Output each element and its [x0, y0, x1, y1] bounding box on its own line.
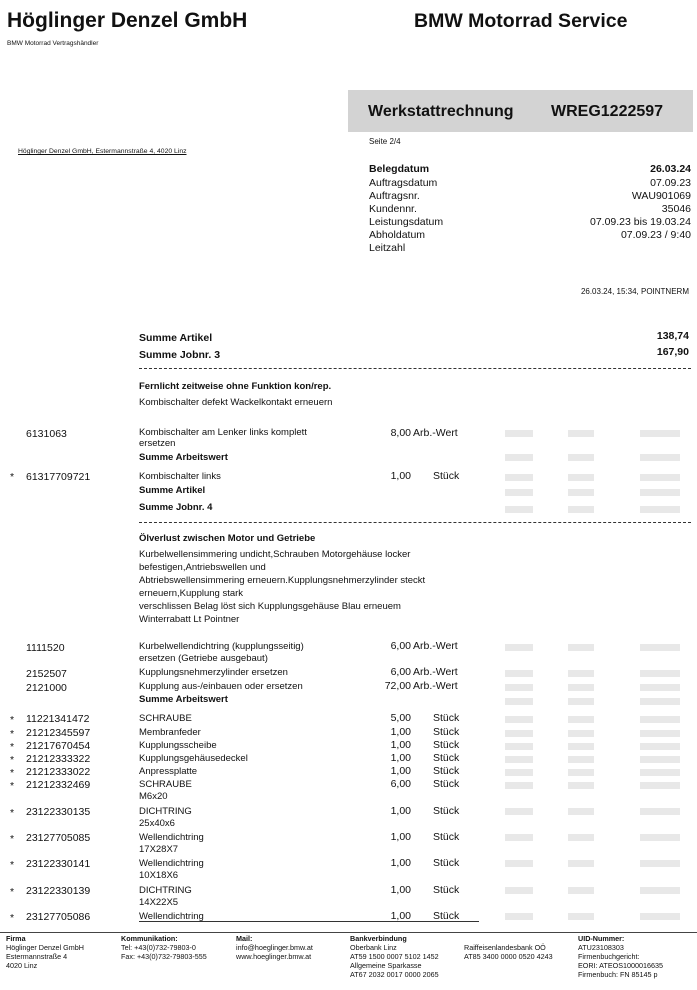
faint-amount	[568, 506, 594, 513]
line-number: 23127705086	[26, 911, 91, 923]
footer-title: Kommunikation:	[121, 934, 178, 943]
line-desc: Wellendichtring	[139, 832, 204, 843]
line-star: *	[10, 728, 15, 740]
footer-line: info@hoeglinger.bmw.at	[236, 943, 313, 952]
footer-line: Raiffeisenlandesbank OÖ	[464, 943, 546, 952]
summe-arbeitswert: Summe Arbeitswert	[139, 694, 228, 705]
faint-amount	[640, 808, 680, 815]
line-desc-2: M6x20	[139, 791, 168, 802]
footer-line: AT85 3400 0000 0520 4243	[464, 952, 553, 961]
footer-line: Oberbank Linz	[350, 943, 397, 952]
summe-job3-value: 167,90	[656, 346, 689, 358]
footer-line: Allgemeine Sparkasse	[350, 961, 422, 970]
faint-amount	[568, 743, 594, 750]
line-desc: Wellendichtring	[139, 911, 204, 922]
line-unit: Stück	[433, 752, 460, 764]
line-desc: Anpressplatte	[139, 766, 198, 777]
line-desc-2: 10X18X6	[139, 870, 179, 881]
faint-amount	[640, 698, 680, 705]
faint-amount	[640, 716, 680, 723]
job5-desc-line: Kurbelwellensimmering undicht,Schrauben Motorgehäuse locker	[139, 549, 411, 560]
footer-title: UID-Nummer:	[578, 934, 625, 943]
line-desc: Kombischalter links	[139, 471, 221, 482]
job5-desc-line: Winterrabatt Lt Pointner	[139, 614, 240, 625]
invoice-title: Werkstattrechnung	[368, 103, 514, 120]
faint-amount	[505, 698, 533, 705]
faint-amount	[568, 644, 594, 651]
faint-amount	[505, 454, 533, 461]
line-desc: Membranfeder	[139, 727, 201, 738]
meta-label: Auftragsdatum	[369, 177, 438, 189]
meta-value: 07.09.23 / 9:40	[620, 229, 691, 241]
line-star: *	[10, 859, 15, 871]
faint-amount	[640, 454, 680, 461]
line-unit: Stück	[433, 470, 460, 482]
footer-line: Fax: +43(0)732-79803-555	[121, 952, 207, 961]
line-star: *	[10, 912, 15, 924]
line-number: 2152507	[26, 668, 67, 680]
footer-line: ATU23108303	[578, 943, 624, 952]
line-desc: SCHRAUBE	[139, 779, 192, 790]
faint-amount	[568, 684, 594, 691]
line-number: 11221341472	[26, 713, 90, 725]
faint-amount	[640, 506, 680, 513]
line-unit: Arb.-Wert	[413, 640, 458, 652]
line-unit: Stück	[433, 857, 460, 869]
line-unit: Stück	[433, 739, 460, 751]
line-unit: Stück	[433, 831, 460, 843]
line-qty: 6,00	[390, 666, 411, 678]
faint-amount	[568, 834, 594, 841]
line-number: 6131063	[26, 428, 67, 440]
line-desc-2: 17X28X7	[139, 844, 179, 855]
line-unit: Stück	[433, 778, 460, 790]
line-star: *	[10, 780, 15, 792]
faint-amount	[568, 454, 594, 461]
meta-value: WAU901069	[631, 190, 691, 202]
divider	[139, 921, 479, 922]
line-star: *	[10, 741, 15, 753]
faint-amount	[505, 506, 533, 513]
page-number: Seite 2/4	[369, 137, 401, 146]
line-desc: Kurbelwellendichtring (kupplungsseitig)	[139, 641, 304, 652]
footer-title: Bankverbindung	[350, 934, 407, 943]
faint-amount	[568, 698, 594, 705]
faint-amount	[640, 756, 680, 763]
faint-amount	[568, 716, 594, 723]
job4-description: Kombischalter defekt Wackelkontakt erneuern	[139, 397, 333, 408]
line-number: 21212345597	[26, 727, 91, 739]
line-desc: Kombischalter am Lenker links komplett	[139, 427, 307, 438]
line-star: *	[10, 471, 15, 483]
line-qty: 6,00	[390, 778, 411, 790]
faint-amount	[640, 743, 680, 750]
faint-amount	[505, 756, 533, 763]
faint-amount	[640, 860, 680, 867]
faint-amount	[640, 430, 680, 437]
faint-amount	[505, 474, 533, 481]
line-desc: Kupplungsgehäusedeckel	[139, 753, 248, 764]
summe-arbeitswert: Summe Arbeitswert	[139, 452, 228, 463]
faint-amount	[505, 769, 533, 776]
faint-amount	[640, 887, 680, 894]
faint-amount	[505, 743, 533, 750]
line-number: 1111520	[26, 642, 65, 654]
faint-amount	[640, 489, 680, 496]
faint-amount	[640, 769, 680, 776]
faint-amount	[568, 808, 594, 815]
line-desc-2: ersetzen	[139, 438, 176, 449]
faint-amount	[568, 430, 594, 437]
summe-job3-label: Summe Jobnr. 3	[139, 349, 221, 361]
faint-amount	[640, 684, 680, 691]
line-unit: Stück	[433, 765, 460, 777]
line-qty: 1,00	[390, 884, 411, 896]
faint-amount	[568, 782, 594, 789]
line-desc-2: 25x40x6	[139, 818, 175, 829]
footer-divider	[0, 932, 697, 933]
line-unit: Arb.-Wert	[413, 666, 458, 678]
line-qty: 6,00	[390, 640, 411, 652]
summe-artikel-label: Summe Artikel	[139, 332, 213, 344]
line-desc-2: 14X22X5	[139, 897, 179, 908]
line-qty: 1,00	[390, 726, 411, 738]
line-unit: Stück	[433, 805, 460, 817]
sender-address: Höglinger Denzel GmbH, Estermannstraße 4, 4020 Linz	[18, 148, 187, 155]
line-desc: Wellendichtring	[139, 858, 204, 869]
divider	[139, 522, 691, 523]
line-unit: Stück	[433, 910, 460, 922]
faint-amount	[505, 670, 533, 677]
line-star: *	[10, 714, 15, 726]
line-unit: Stück	[433, 726, 460, 738]
company-name: Höglinger Denzel GmbH	[7, 9, 248, 32]
faint-amount	[505, 730, 533, 737]
faint-amount	[568, 670, 594, 677]
faint-amount	[568, 756, 594, 763]
faint-amount	[505, 684, 533, 691]
divider	[139, 368, 691, 369]
line-number: 23127705085	[26, 832, 91, 844]
job5-desc-line: verschlissen Belag löst sich Kupplungsgehäuse Blau erneuem	[139, 601, 401, 612]
faint-amount	[640, 730, 680, 737]
line-unit: Arb.-Wert	[413, 427, 458, 439]
line-unit: Stück	[433, 884, 460, 896]
line-number: 23122330141	[26, 858, 91, 870]
faint-amount	[505, 834, 533, 841]
line-desc: SCHRAUBE	[139, 713, 192, 724]
line-qty: 8,00	[390, 427, 411, 439]
job5-desc-line: Abtriebswellensimmering erneuern.Kupplungsnehmerzylinder steckt	[139, 575, 426, 586]
line-qty: 1,00	[390, 910, 411, 922]
footer-line: Firmenbuchgericht:	[578, 952, 640, 961]
meta-label: Belegdatum	[369, 163, 430, 175]
company-subtitle: BMW Motorrad Vertragshändler	[7, 40, 99, 47]
summe-artikel-value: 138,74	[656, 330, 689, 342]
faint-amount	[640, 913, 680, 920]
faint-amount	[505, 808, 533, 815]
line-number: 23122330139	[26, 885, 91, 897]
summe-job4: Summe Jobnr. 4	[139, 502, 213, 513]
line-desc: DICHTRING	[139, 885, 192, 896]
faint-amount	[505, 644, 533, 651]
footer-line: EORI: ATEOS1000016635	[578, 961, 663, 970]
meta-label: Abholdatum	[369, 229, 426, 241]
footer-line: AT67 2032 0017 0000 2065	[350, 970, 439, 979]
line-qty: 1,00	[390, 831, 411, 843]
meta-value: 07.09.23	[650, 177, 691, 189]
faint-amount	[505, 887, 533, 894]
line-qty: 1,00	[390, 857, 411, 869]
line-desc: DICHTRING	[139, 806, 192, 817]
faint-amount	[640, 782, 680, 789]
faint-amount	[505, 489, 533, 496]
faint-amount	[568, 489, 594, 496]
faint-amount	[640, 834, 680, 841]
line-qty: 1,00	[390, 805, 411, 817]
line-number: 21212333022	[26, 766, 91, 778]
line-desc-2: ersetzen (Getriebe ausgebaut)	[139, 653, 268, 664]
line-qty: 1,00	[390, 739, 411, 751]
faint-amount	[568, 887, 594, 894]
faint-amount	[505, 913, 533, 920]
meta-label: Leitzahl	[369, 242, 406, 254]
faint-amount	[640, 474, 680, 481]
faint-amount	[568, 860, 594, 867]
footer-title: Mail:	[236, 934, 253, 943]
line-unit: Stück	[433, 712, 460, 724]
line-unit: Arb.-Wert	[413, 680, 458, 692]
meta-label: Auftragsnr.	[369, 190, 420, 202]
print-timestamp: 26.03.24, 15:34, POINTNERM	[580, 287, 689, 296]
line-number: 21212333322	[26, 753, 91, 765]
line-number: 2121000	[26, 682, 67, 694]
footer-line: www.hoeglinger.bmw.at	[236, 952, 312, 961]
footer-title: Firma	[6, 934, 26, 943]
footer-line: Estermannstraße 4	[6, 952, 68, 961]
meta-value: 35046	[661, 203, 691, 215]
faint-amount	[568, 474, 594, 481]
line-desc: Kupplung aus-/einbauen oder ersetzen	[139, 681, 303, 692]
line-qty: 72,00	[384, 680, 411, 692]
meta-label: Kundennr.	[369, 203, 417, 215]
line-star: *	[10, 767, 15, 779]
faint-amount	[640, 670, 680, 677]
line-star: *	[10, 754, 15, 766]
job5-desc-line: befestigen,Antriebswellen und	[139, 562, 266, 573]
summe-artikel: Summe Artikel	[139, 485, 206, 496]
line-star: *	[10, 807, 15, 819]
job4-title: Fernlicht zeitweise ohne Funktion kon/rep.	[139, 381, 332, 392]
footer-line: 4020 Linz	[6, 961, 38, 970]
faint-amount	[568, 913, 594, 920]
line-number: 61317709721	[26, 471, 91, 483]
brand-title: BMW Motorrad Service	[414, 10, 628, 32]
line-qty: 1,00	[390, 752, 411, 764]
line-number: 23122330135	[26, 806, 91, 818]
line-number: 21217670454	[26, 740, 91, 752]
faint-amount	[505, 716, 533, 723]
line-desc: Kupplungsscheibe	[139, 740, 217, 751]
line-qty: 1,00	[390, 765, 411, 777]
meta-value: 26.03.24	[650, 163, 691, 175]
footer-line: Firmenbuch: FN 85145 p	[578, 970, 658, 979]
line-qty: 5,00	[390, 712, 411, 724]
meta-value: 07.09.23 bis 19.03.24	[589, 216, 691, 228]
faint-amount	[505, 430, 533, 437]
line-number: 21212332469	[26, 779, 91, 791]
faint-amount	[505, 860, 533, 867]
footer-line: AT59 1500 0007 5102 1452	[350, 952, 439, 961]
faint-amount	[568, 769, 594, 776]
job5-title: Ölverlust zwischen Motor und Getriebe	[139, 533, 316, 544]
job5-desc-line: erneuern,Kupplung stark	[139, 588, 244, 599]
line-star: *	[10, 886, 15, 898]
meta-label: Leistungsdatum	[369, 216, 444, 228]
invoice-number: WREG1222597	[551, 103, 664, 120]
footer-line: Tel: +43(0)732-79803-0	[121, 943, 196, 952]
line-star: *	[10, 833, 15, 845]
faint-amount	[568, 730, 594, 737]
faint-amount	[640, 644, 680, 651]
line-qty: 1,00	[390, 470, 411, 482]
line-desc: Kupplungsnehmerzylinder ersetzen	[139, 667, 288, 678]
faint-amount	[505, 782, 533, 789]
footer-line: Höglinger Denzel GmbH	[6, 943, 84, 952]
